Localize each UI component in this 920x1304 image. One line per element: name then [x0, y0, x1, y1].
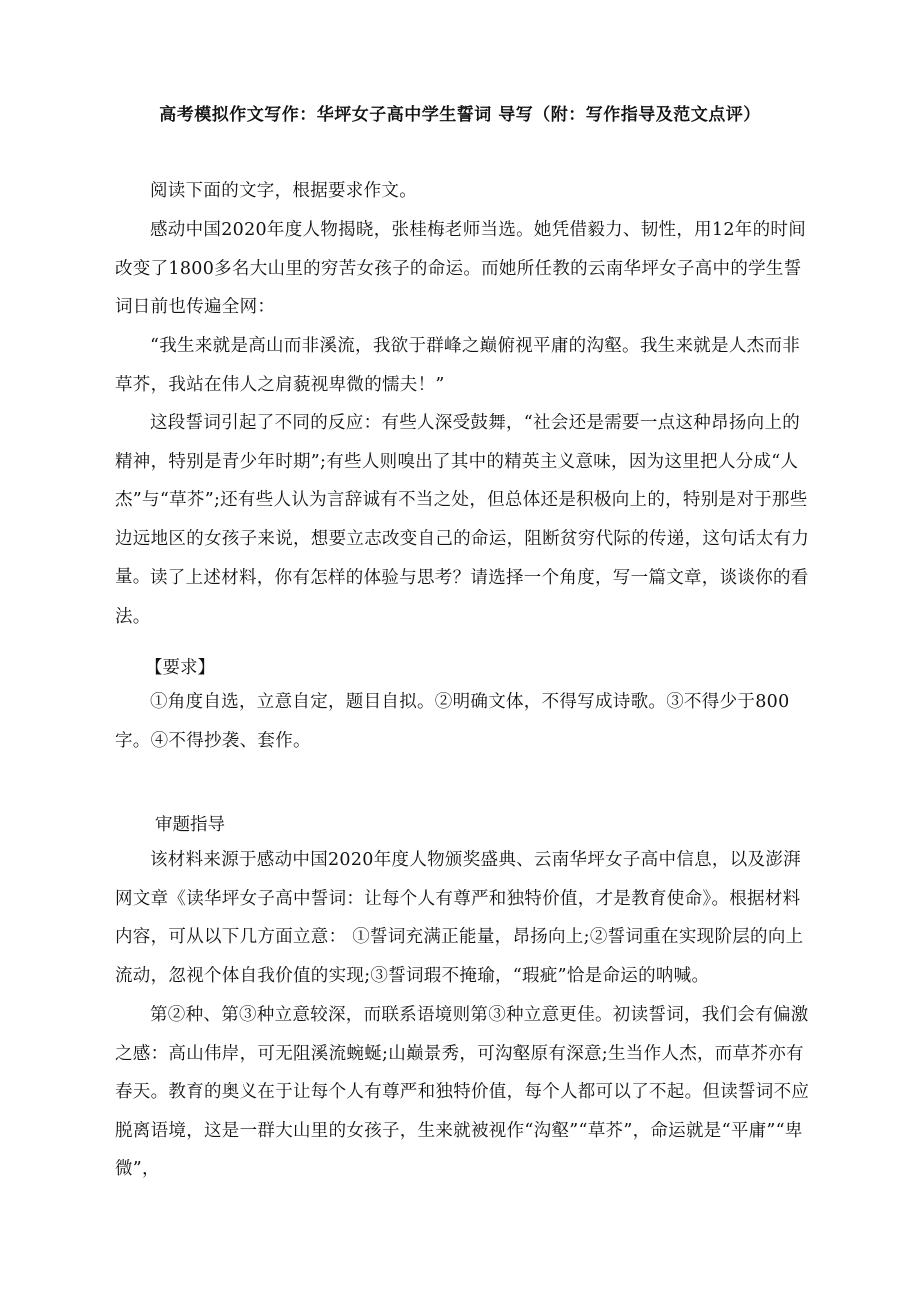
guide-paragraph-2: 第②种、第③种立意较深，而联系语境则第③种立意更佳。初读誓词，我们会有偏激之感：高山伟岸，可无阻溪流蜿蜒;山巅景秀，可沟壑原有深意;生当作人杰，而草芥亦有春天。教育的奥义在于让每个人有尊严和独特价值，每个人都可以了不起。但读誓词不应脱离语境，这是一群大山里的女孩子，生来就被视作“沟壑”“草芥”，命运就是“平庸”“卑微”， [115, 1005, 810, 1179]
prompt-paragraph-3: 这段誓词引起了不同的反应：有些人深受鼓舞，“社会还是需要一点这种昂扬向上的精神，特别是青少年时期”;有些人则嗅出了其中的精英主义意味，因为这里把人分成“人杰”与“草芥”;还有些人认为言辞诚有不当之处，但总体还是积极向上的，特别是对于那些边远地区的女孩子来说，想要立志改变自己的命运，阻断贫穷代际的传递，这句话太有力量。 [115, 413, 810, 587]
document-title: 高考模拟作文写作：华坪女子高中学生誓词 导写（附：写作指导及范文点评） [159, 105, 761, 125]
prompt-paragraph-4: 读了上述材料，你有怎样的体验与思考？请选择一个角度，写一篇文章，谈谈你的看法。 [115, 568, 809, 627]
requirement-heading: 【要求】 [145, 658, 215, 678]
prompt-paragraph-2: “我生来就是高山而非溪流，我欲于群峰之巅俯视平庸的沟壑。我生来就是人杰而非草芥，我站在伟人之肩藐视卑微的懦夫！” [115, 336, 801, 395]
prompt-intro: 阅读下面的文字，根据要求作文。 [150, 181, 417, 201]
requirement-text: ①角度自选，立意自定，题目自拟。②明确文体，不得写成诗歌。③不得少于800字。④不得抄袭、套作。 [115, 692, 790, 751]
guide-heading: 审题指导 [155, 815, 225, 835]
guide-paragraph-1: 该材料来源于感动中国2020年度人物颁奖盛典、云南华坪女子高中信息，以及澎湃网文章《读华坪女子高中誓词：让每个人有尊严和独特价值，才是教育使命》。根据材料内容，可从以下几方面立意： ①誓词充满正能量，昂扬向上;②誓词重在实现阶层的向上流动，忽视个体自我价值的实现;③誓词瑕不掩瑜，“瑕疵”恰是命运的呐喊。 [115, 850, 804, 986]
prompt-paragraph-1: 感动中国2020年度人物揭晓，张桂梅老师当选。她凭借毅力、韧性，用12年的时间改变了1800多名大山里的穷苦女孩子的命运。而她所任教的云南华坪女子高中的学生誓词日前也传遍全网： [115, 220, 807, 317]
